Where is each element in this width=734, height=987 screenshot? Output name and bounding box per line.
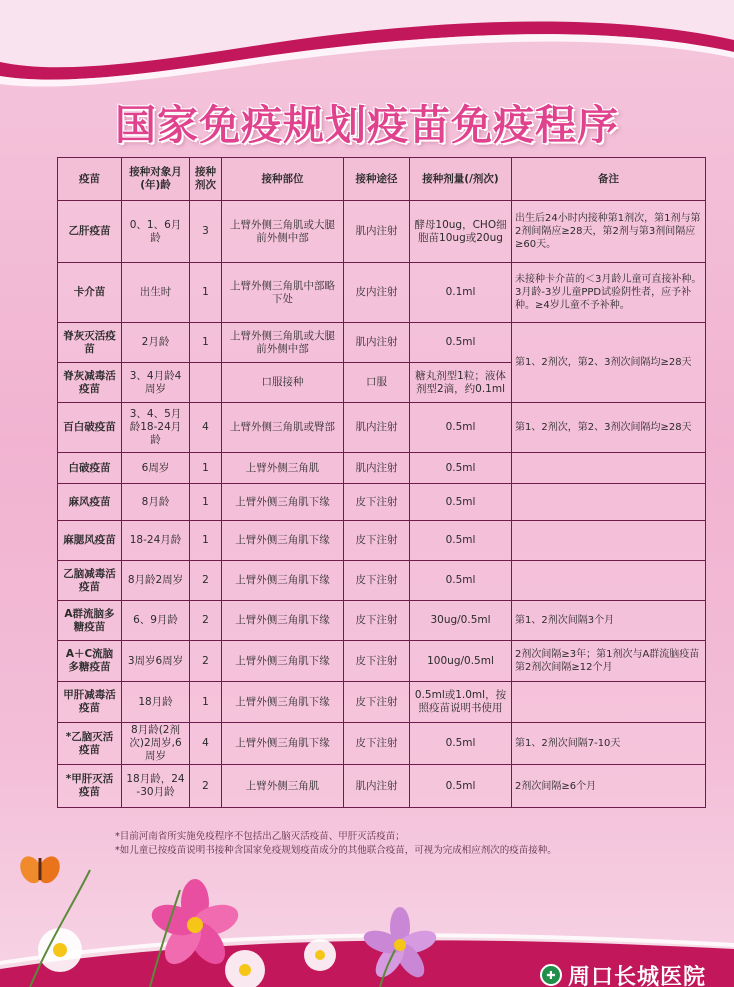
header-route: 接种途径	[344, 158, 410, 201]
cell-route: 肌内注射	[344, 403, 410, 453]
cell-vaccine: 麻风疫苗	[58, 484, 122, 521]
cell-doses: 2	[190, 641, 222, 682]
cell-doses: 2	[190, 765, 222, 808]
cell-target: 8月龄(2剂次)2周岁,6周岁	[122, 723, 190, 765]
cell-doses: 1	[190, 263, 222, 323]
cell-dosage: 0.5ml	[410, 723, 512, 765]
cell-dosage: 0.5ml	[410, 521, 512, 561]
cell-site: 上臂外侧三角肌或大腿前外侧中部	[222, 201, 344, 263]
cell-doses: 3	[190, 201, 222, 263]
daisy-icon	[38, 928, 82, 972]
table-row	[58, 723, 706, 765]
cell-target: 3、4月龄4周岁	[122, 363, 190, 403]
cell-notes: 2剂次间隔≥6个月	[512, 765, 706, 808]
cell-doses: 1	[190, 453, 222, 484]
cell-route: 口服	[344, 363, 410, 403]
cell-notes: 未接种卡介苗的＜3月龄儿童可直接补种。3月龄-3岁儿童PPD试验阴性者，应予补种。≥4岁儿童不予补种。	[512, 263, 706, 323]
cell-dosage: 100ug/0.5ml	[410, 641, 512, 682]
cell-vaccine: 麻腮风疫苗	[58, 521, 122, 561]
cell-route: 肌内注射	[344, 201, 410, 263]
cell-notes: 第1、2剂次，第2、3剂次间隔均≥28天	[512, 403, 706, 453]
cell-notes	[512, 484, 706, 521]
hospital-name: 周口长城医院	[567, 964, 706, 987]
cell-doses	[190, 363, 222, 403]
cell-site: 上臂外侧三角肌	[222, 453, 344, 484]
cell-vaccine: A＋C流脑多糖疫苗	[58, 641, 122, 682]
cell-site: 上臂外侧三角肌中部略下处	[222, 263, 344, 323]
table-header-row	[58, 158, 706, 201]
cell-notes	[512, 561, 706, 601]
cell-site: 上臂外侧三角肌或臀部	[222, 403, 344, 453]
table-row	[58, 561, 706, 601]
cell-site: 上臂外侧三角肌下缘	[222, 641, 344, 682]
cell-notes: 2剂次间隔≥3年；第1剂次与A群流脑疫苗第2剂次间隔≥12个月	[512, 641, 706, 682]
vaccine-schedule-table	[57, 157, 706, 808]
cell-route: 皮下注射	[344, 723, 410, 765]
header-site: 接种部位	[222, 158, 344, 201]
cell-route: 皮下注射	[344, 484, 410, 521]
cell-vaccine: 脊灰减毒活疫苗	[58, 363, 122, 403]
cell-dosage: 0.5ml	[410, 561, 512, 601]
cell-notes	[512, 453, 706, 484]
cell-site: 口服接种	[222, 363, 344, 403]
cell-vaccine: *甲肝灭活疫苗	[58, 765, 122, 808]
table-row	[58, 453, 706, 484]
cell-vaccine: 乙肝疫苗	[58, 201, 122, 263]
cell-dosage: 0.5ml	[410, 484, 512, 521]
flower-icon	[148, 879, 242, 971]
cell-target: 3周岁6周岁	[122, 641, 190, 682]
cell-notes: 出生后24小时内接种第1剂次，第1剂与第2剂间隔应≥28天，第2剂与第3剂间隔应≥60天。	[512, 201, 706, 263]
cell-doses: 4	[190, 723, 222, 765]
cell-notes	[512, 521, 706, 561]
daisy-icon	[225, 950, 265, 987]
cell-vaccine: A群流脑多糖疫苗	[58, 601, 122, 641]
header-doses: 接种剂次	[190, 158, 222, 201]
cell-notes: 第1、2剂次，第2、3剂次间隔均≥28天	[512, 323, 706, 403]
cell-notes: 第1、2剂次间隔7-10天	[512, 723, 706, 765]
cell-vaccine: *乙脑灭活疫苗	[58, 723, 122, 765]
cell-doses: 1	[190, 323, 222, 363]
cell-doses: 2	[190, 561, 222, 601]
cell-dosage: 0.5ml	[410, 765, 512, 808]
cell-doses: 4	[190, 403, 222, 453]
table-row	[58, 201, 706, 263]
cell-route: 皮下注射	[344, 601, 410, 641]
cell-vaccine: 脊灰灭活疫苗	[58, 323, 122, 363]
cell-site: 上臂外侧三角肌下缘	[222, 601, 344, 641]
table-row	[58, 521, 706, 561]
cell-target: 6、9月龄	[122, 601, 190, 641]
cell-target: 18月龄，24-30月龄	[122, 765, 190, 808]
cell-site: 上臂外侧三角肌下缘	[222, 484, 344, 521]
cell-dosage: 0.5ml	[410, 403, 512, 453]
cell-route: 皮内注射	[344, 263, 410, 323]
cell-vaccine: 甲肝减毒活疫苗	[58, 682, 122, 723]
cell-route: 皮下注射	[344, 682, 410, 723]
butterfly-icon	[16, 853, 64, 887]
cell-site: 上臂外侧三角肌下缘	[222, 723, 344, 765]
page-title: 国家免疫规划疫苗免疫程序	[115, 101, 619, 149]
cell-target: 3、4、5月龄18-24月龄	[122, 403, 190, 453]
daisy-icon	[304, 939, 336, 971]
cell-vaccine: 乙脑减毒活疫苗	[58, 561, 122, 601]
header-notes: 备注	[512, 158, 706, 201]
table-row	[58, 484, 706, 521]
cell-dosage: 酵母10ug，CHO细胞苗10ug或20ug	[410, 201, 512, 263]
cell-site: 上臂外侧三角肌或大腿前外侧中部	[222, 323, 344, 363]
table-row	[58, 323, 706, 363]
top-wave-decoration	[0, 0, 734, 100]
header-dosage: 接种剂量(/剂次)	[410, 158, 512, 201]
cell-dosage: 0.1ml	[410, 263, 512, 323]
cell-notes	[512, 682, 706, 723]
cell-vaccine: 白破疫苗	[58, 453, 122, 484]
cell-target: 18-24月龄	[122, 521, 190, 561]
cell-target: 8月龄2周岁	[122, 561, 190, 601]
cell-doses: 1	[190, 682, 222, 723]
table-row	[58, 403, 706, 453]
cell-target: 8月龄	[122, 484, 190, 521]
table-row	[58, 263, 706, 323]
cell-target: 18月龄	[122, 682, 190, 723]
table-row	[58, 682, 706, 723]
hospital-logo-icon: ✚	[540, 964, 562, 986]
footnote: *如儿童已按疫苗说明书接种含国家免疫规划疫苗成分的其他联合疫苗，可视为完成相应剂次的疫苗接种。	[115, 845, 557, 856]
cell-vaccine: 百白破疫苗	[58, 403, 122, 453]
cell-dosage: 0.5ml或1.0ml，按照疫苗说明书使用	[410, 682, 512, 723]
cell-doses: 1	[190, 484, 222, 521]
cell-site: 上臂外侧三角肌下缘	[222, 682, 344, 723]
cell-route: 皮下注射	[344, 641, 410, 682]
cell-dosage: 30ug/0.5ml	[410, 601, 512, 641]
cell-target: 0、1、6月龄	[122, 201, 190, 263]
footnote: *目前河南省所实施免疫程序不包括出乙脑灭活疫苗、甲肝灭活疫苗；	[115, 831, 405, 842]
header-target: 接种对象月(年)龄	[122, 158, 190, 201]
hospital-brand	[540, 963, 706, 987]
cell-dosage: 糖丸剂型1粒；液体剂型2滴，约0.1ml	[410, 363, 512, 403]
table-row	[58, 641, 706, 682]
cell-doses: 2	[190, 601, 222, 641]
cell-dosage: 0.5ml	[410, 453, 512, 484]
cell-site: 上臂外侧三角肌下缘	[222, 561, 344, 601]
cell-route: 肌内注射	[344, 323, 410, 363]
table-row	[58, 601, 706, 641]
flower-decoration	[0, 830, 470, 987]
cell-notes: 第1、2剂次间隔3个月	[512, 601, 706, 641]
cell-target: 出生时	[122, 263, 190, 323]
cell-route: 肌内注射	[344, 765, 410, 808]
cell-site: 上臂外侧三角肌	[222, 765, 344, 808]
cell-dosage: 0.5ml	[410, 323, 512, 363]
cell-route: 肌内注射	[344, 453, 410, 484]
cell-site: 上臂外侧三角肌下缘	[222, 521, 344, 561]
flower-icon	[361, 907, 439, 982]
cell-route: 皮下注射	[344, 521, 410, 561]
cell-doses: 1	[190, 521, 222, 561]
cell-target: 2月龄	[122, 323, 190, 363]
cell-vaccine: 卡介苗	[58, 263, 122, 323]
table-row	[58, 765, 706, 808]
cell-route: 皮下注射	[344, 561, 410, 601]
header-vaccine: 疫苗	[58, 158, 122, 201]
cell-target: 6周岁	[122, 453, 190, 484]
